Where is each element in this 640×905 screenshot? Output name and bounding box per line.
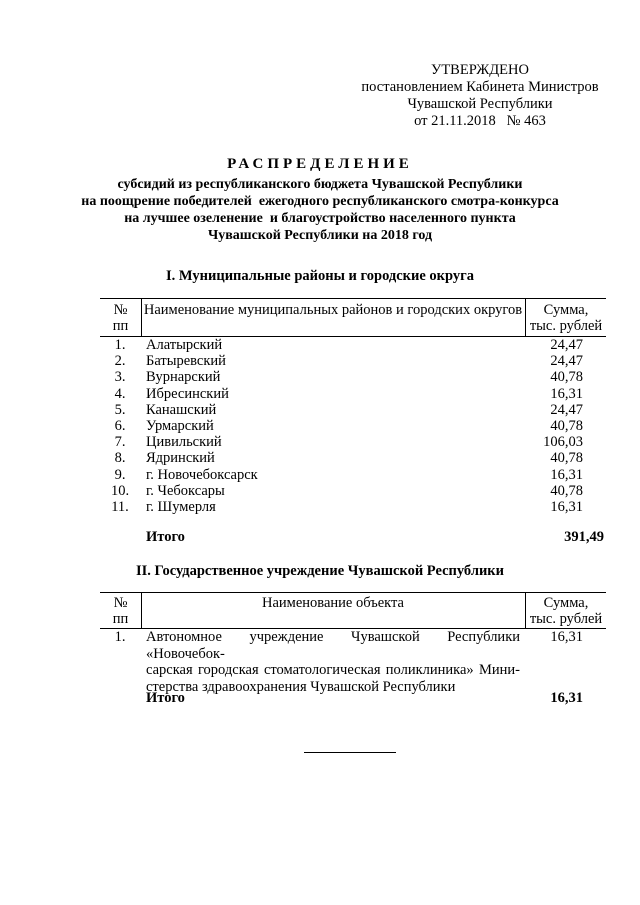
approval-date: от 21.11.2018 № 463 [414, 113, 546, 129]
row-name: г. Новочебоксарск [146, 466, 258, 483]
table-1-top-border [100, 298, 606, 299]
table-1-total-value: 391,49 [564, 529, 604, 545]
table-2-top-border [100, 592, 606, 593]
table-2-header-sum: Сумма, тыс. рублей [529, 595, 603, 627]
row-name: г. Шумерля [146, 499, 216, 515]
row-number: 6. [114, 418, 126, 434]
subtitle-line-1: субсидий из республиканского бюджета Чувашской Республики [117, 177, 523, 192]
section-2-heading: II. Государственное учреждение Чувашской Республики [135, 563, 505, 579]
row-number: 5. [114, 401, 126, 418]
row-number: 4. [114, 385, 126, 402]
approval-line-2: постановлением Кабинета Министров [361, 79, 599, 95]
table-1-total-label: Итого [146, 529, 185, 545]
subtitle-line-4: Чувашской Республики на 2018 год [207, 228, 433, 243]
row-sum: 24,47 [550, 337, 583, 353]
row-name: Цивильский [146, 434, 222, 451]
row-name: Ибресинский [146, 385, 229, 402]
row-number: 11. [111, 499, 129, 515]
table-1-header-sum: Сумма, тыс. рублей [529, 302, 603, 334]
row-sum: 40,78 [550, 369, 583, 386]
row-sum: 24,47 [550, 401, 583, 418]
closing-rule [304, 752, 396, 753]
subtitle-line-2: на поощрение победителей ежегодного республиканского смотра-конкурса [81, 194, 559, 209]
approval-line-3: Чувашской Республики [407, 96, 553, 112]
row-number: 1. [114, 337, 126, 353]
table-2-header-num: № пп [112, 595, 129, 627]
approval-title: УТВЕРЖДЕНО [431, 62, 529, 78]
row-sum: 40,78 [550, 450, 583, 467]
row-sum: 16,31 [550, 499, 583, 515]
table-1-header-name: Наименование муниципальных районов и городских округов [143, 302, 523, 318]
subtitle-line-3: на лучшее озеленение и благоустройство населенного пункта [124, 211, 516, 226]
row-sum: 106,03 [543, 434, 583, 451]
approval-block [0, 62, 640, 130]
table-2-row-sum: 16,31 [550, 629, 583, 645]
row-number: 8. [114, 450, 126, 467]
row-name: Батыревский [146, 353, 226, 370]
table-2-header-name: Наименование объекта [262, 595, 404, 611]
document-title: РАСПРЕДЕЛЕНИЕ [227, 156, 413, 172]
table-2-row-num: 1. [114, 629, 126, 645]
table-2-total-label: Итого [146, 690, 185, 706]
row-name: Канашский [146, 401, 217, 418]
row-number: 10. [110, 482, 130, 499]
row-sum: 40,78 [550, 482, 583, 499]
row-name: Ядринский [146, 450, 215, 467]
section-1-heading: I. Муниципальные районы и городские округа [166, 268, 474, 284]
row-number: 9. [114, 466, 126, 483]
row-number: 3. [114, 369, 126, 386]
table-2-row-name: Автономное учреждение Чувашской Республики «Новочебок- сарская городская стоматологическая поликлиника» Мини- стерства здравоохранения Чувашской Республики [146, 629, 520, 695]
row-sum: 16,31 [550, 385, 583, 402]
row-name: Алатырский [146, 337, 223, 353]
table-1-header-num: № пп [112, 302, 129, 334]
row-sum: 40,78 [550, 418, 583, 434]
row-sum: 16,31 [550, 466, 583, 483]
document-subtitle [0, 176, 640, 244]
row-name: г. Чебоксары [146, 482, 225, 499]
row-name: Вурнарский [146, 369, 221, 386]
row-number: 7. [114, 434, 126, 451]
row-number: 2. [114, 353, 126, 370]
table-2-total-value: 16,31 [550, 690, 583, 706]
row-sum: 24,47 [550, 353, 583, 370]
row-name: Урмарский [146, 418, 214, 434]
